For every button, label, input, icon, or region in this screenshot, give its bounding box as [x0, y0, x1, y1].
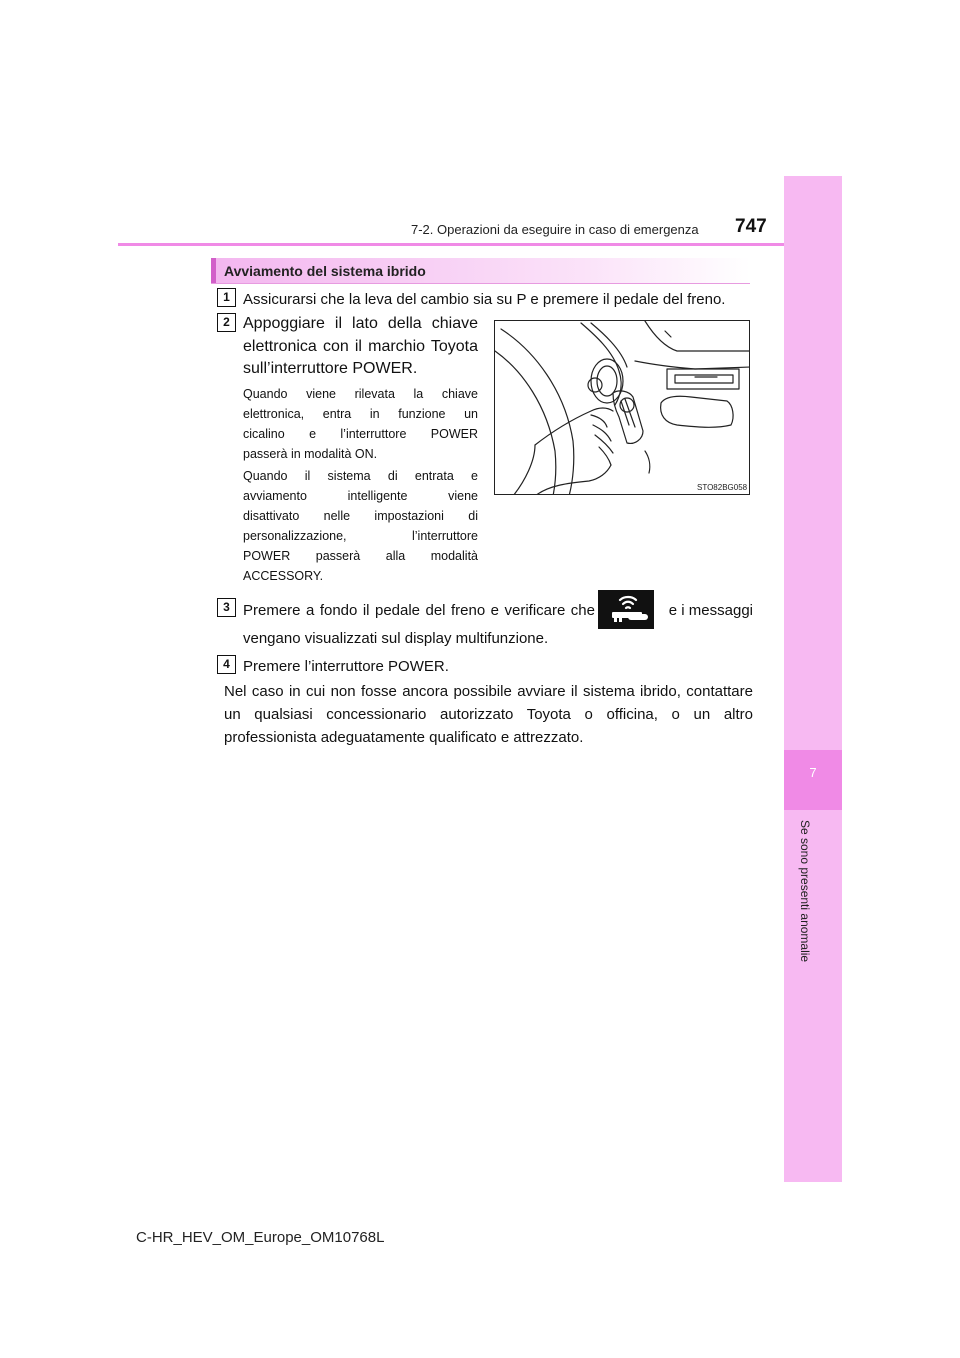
step-2-line-3: sull’interruttore POWER. — [243, 360, 418, 377]
closing-paragraph-line-3: professionista adeguatamente qualificato e attrezzato. — [224, 729, 584, 746]
key-indicator-icon — [598, 590, 654, 629]
key-indicator-glyph — [598, 590, 654, 629]
section-label: 7-2. Operazioni da eseguire in caso di emergenza — [411, 222, 699, 237]
header-rule — [118, 243, 784, 246]
step-2-note2-line-6: ACCESSORY. — [243, 569, 324, 583]
step-1-text: Assicurarsi che la leva del cambio sia su P e premere il pedale del freno. — [243, 291, 726, 308]
figure-code: STO82BG058 — [697, 483, 748, 492]
step-2-note1-line-3: cicalino e l’interruttore POWER — [243, 427, 478, 441]
step-2-line-1: Appoggiare il lato della chiave — [243, 315, 478, 332]
step-number-4: 4 — [217, 655, 236, 674]
step-2-note2-line-5: POWER passerà alla modalità — [243, 549, 478, 563]
chapter-title: Se sono presenti anomalie — [798, 820, 812, 963]
step-number-3: 3 — [217, 598, 236, 617]
step-3-text-line-2: vengano visualizzati sul display multifunzione. — [243, 630, 549, 647]
section-heading-rule — [211, 283, 750, 284]
step-2-note1-line-1: Quando viene rilevata la chiave — [243, 387, 478, 401]
chapter-number: 7 — [809, 765, 817, 780]
section-heading-accent — [211, 258, 216, 284]
closing-paragraph-line-1: Nel caso in cui non fosse ancora possibile avviare il sistema ibrido, contattare — [224, 683, 753, 700]
step-2-note1-line-2: elettronica, entra in funzione un — [243, 407, 478, 421]
step-2-note1-line-4: passerà in modalità ON. — [243, 447, 378, 461]
step-4-text: Premere l’interruttore POWER. — [243, 658, 449, 675]
step-2-note2-line-2: avviamento intelligente viene — [243, 489, 478, 503]
page-number: 747 — [735, 216, 767, 237]
step-3-text-before: Premere a fondo il pedale del freno e verificare che — [243, 602, 595, 619]
step-2-note2-line-1: Quando il sistema di entrata e — [243, 469, 478, 483]
step-3-text-after: e i messaggi — [668, 602, 753, 619]
step-2-line-2: elettronica con il marchio Toyota — [243, 338, 478, 355]
section-heading: Avviamento del sistema ibrido — [224, 263, 426, 279]
step-number-1: 1 — [217, 288, 236, 307]
illustration-drawing — [495, 321, 750, 495]
step-number-2: 2 — [217, 313, 236, 332]
chapter-side-tab — [784, 176, 842, 1182]
document-code-footer: C-HR_HEV_OM_Europe_OM10768L — [136, 1229, 385, 1246]
closing-paragraph-line-2: un qualsiasi concessionario autorizzato Toyota o officina, o un altro — [224, 706, 753, 723]
step-2-note2-line-4: personalizzazione, l’interruttore — [243, 529, 478, 543]
step-2-note2-line-3: disattivato nelle impostazioni di — [243, 509, 478, 523]
chapter-tab-active — [784, 750, 842, 810]
illustration-key-on-power-switch — [494, 320, 750, 495]
